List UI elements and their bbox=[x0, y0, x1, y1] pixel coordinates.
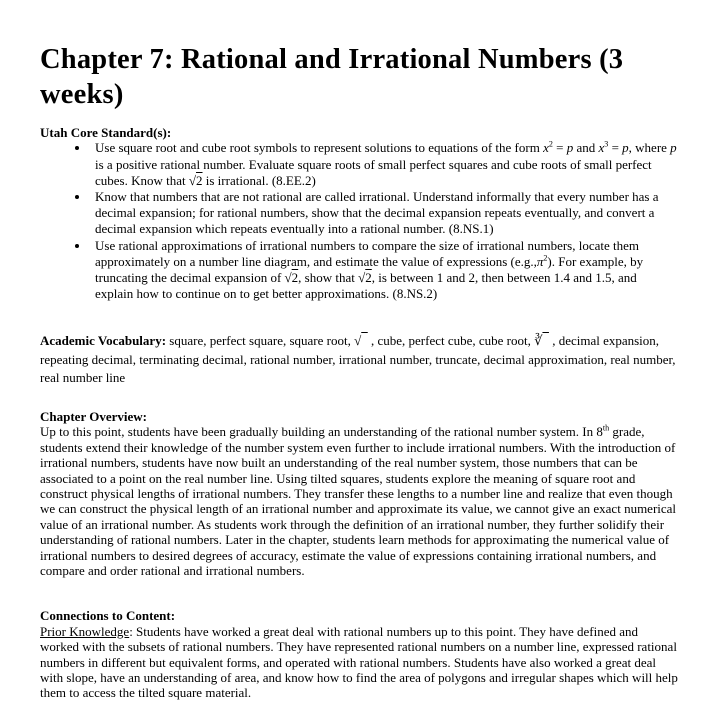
connections-heading: Connections to Content: bbox=[40, 608, 176, 624]
standard-bullet-3: • Use rational approximations of irrational numbers to compare the size of irrational numbers, locate them approximately on a number line diagram, and estimate the value of expressions $(e.g.,\pi^2)$. For example, by truncating the decimal expansion of √2, show that √2, is between 1 and 2, then between 1.4 and 1.5, and explain how to continue on to get better approximations. (8.NS.2) bbox=[90, 238, 678, 303]
chapter-title: Chapter 7: Rational and Irrational Numbers (3 weeks) bbox=[40, 44, 624, 110]
standard-bullet-2: • Know that numbers that are not rational are called irrational. Understand informally that every number has a decimal expansion; for rational numbers, show that the decimal expansion repeats eventually, and convert a decimal expansion which repeats eventually into a rational number. (8.NS.1) bbox=[90, 189, 678, 238]
overview-heading: Chapter Overview: bbox=[40, 408, 147, 424]
academic-vocabulary-paragraph: Academic Vocabulary: square, perfect square, square root, √ , cube, perfect cube, cube root, ∛ , decimal expansion, repeating decimal, terminating decimal, rational number, irrational number, truncate, decimal approximation, real number, real number line bbox=[40, 333, 676, 386]
overview-paragraph: Up to this point, students have been gradually building an understanding of the rational number system. In 8th grade, students extend their knowledge of the number system even further to include irrational numbers. With the introduction of irrational numbers, students have now built an understanding of the real number system, those numbers that can be associated to a point on the real number line. Using tilted squares, students explore the meaning of square root and construct physical lengths of irrational numbers. They transfer these lengths to a number line and realize that even though we can construct the physical length of an irrational number and approximate its value, we cannot give an exact numerical value of an irrational number. As students work through the definition of an irrational number, they further solidify their understanding of rational numbers. Later in the chapter, students learn methods for approximating the numerical value of irrational numbers to desired degrees of accuracy, estimate the value of expressions containing irrational numbers, and compare and order rational and irrational numbers. bbox=[40, 424, 677, 578]
standards-list bbox=[40, 140, 678, 302]
standards-heading: Utah Core Standard(s): bbox=[40, 125, 172, 140]
standard-bullet-1: • Use square root and cube root symbols to represent solutions to equations of the form $x^2 = p$ and $x^3 = p$, where p is a positive rational number. Evaluate square roots of small perfect squares and cube roots of small perfect cubes. Know that √2 is irrational. (8.EE.2) bbox=[90, 140, 678, 189]
prior-knowledge-paragraph: Prior Knowledge: Students have worked a great deal with rational numbers up to this point. They have defined and worked with the subsets of rational numbers. They have represented rational numbers on a number line, expressed rational numbers in different but equivalent forms, and operated with rational numbers. Students have also worked a great deal with slope, have an understanding of area, and know how to find the area of polygons and irregular shapes which will help them to access the tilted square material. bbox=[40, 623, 678, 701]
